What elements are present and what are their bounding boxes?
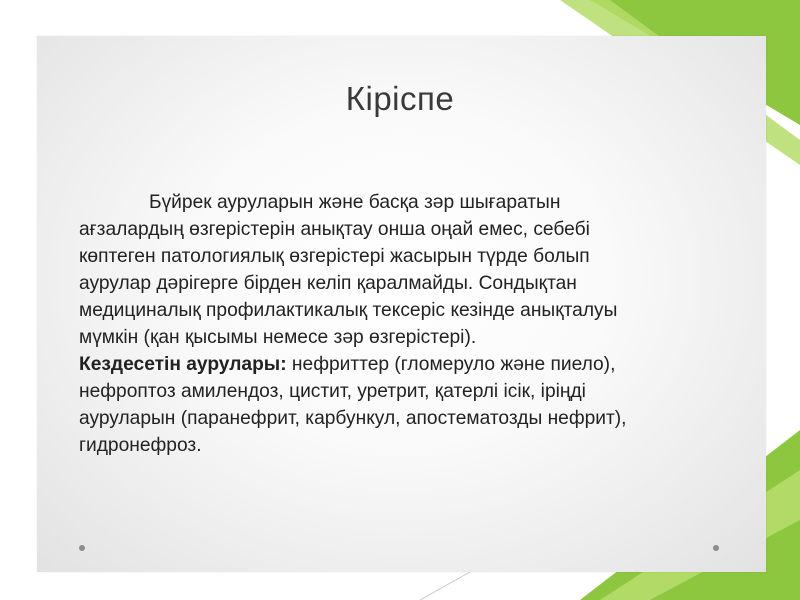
slide-body	[79, 189, 729, 459]
paragraph-line: Бүйрек ауруларын және басқа зәр шығаратын	[149, 192, 561, 213]
diseases-first-line	[79, 351, 729, 378]
paragraph-line: көптеген патологиялық өзгерістері жасырын түрде болып	[79, 246, 590, 267]
paragraph-line: ағзалардың өзгерістерін анықтау онша оңай емес, себебі	[79, 219, 590, 240]
diseases-line: гидронефроз.	[79, 435, 202, 456]
paragraph-line: аурулар дәрігерге бірден келіп қаралмайды. Сондықтан	[79, 273, 577, 294]
paragraph-line: мүмкін (қан қысымы немесе зәр өзгерістері).	[79, 327, 477, 348]
slide-title: Кіріспе	[345, 80, 455, 117]
diseases-first-text: нефриттер (гломеруло және пиело),	[286, 354, 616, 375]
bottom-right-dot	[713, 545, 719, 551]
diseases-line: ауруларын (паранефрит, карбункул, апостематозды нефрит),	[79, 408, 627, 429]
bottom-left-dot	[79, 545, 85, 551]
diseases-label: Кездесетін аурулары:	[79, 354, 287, 375]
paragraph-line: медициналық профилактикалық тексеріс кезінде анықталуы	[79, 300, 618, 321]
bottom-thin-line	[420, 572, 470, 600]
diseases-line: нефроптоз амилендоз, цистит, уретрит, қатерлі ісік, іріңді	[79, 381, 586, 402]
